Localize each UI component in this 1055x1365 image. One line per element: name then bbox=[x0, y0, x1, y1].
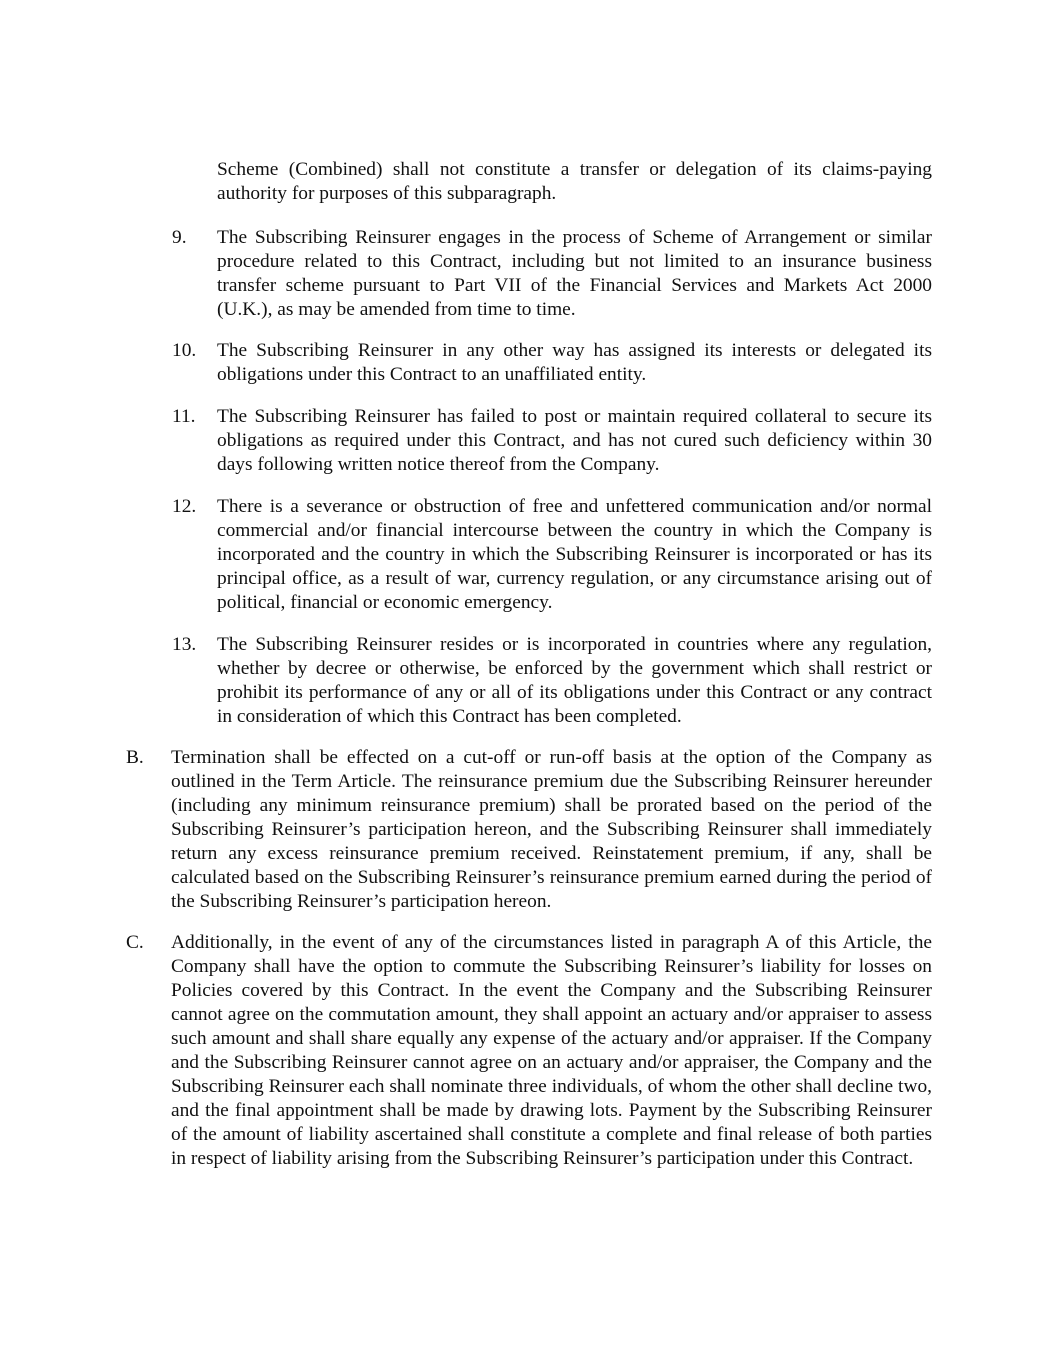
paragraph-marker: B. bbox=[126, 747, 144, 768]
item-text: The Subscribing Reinsurer resides or is incorporated in countries where any regulation, whether by decree or otherwise, be enforced by the government which shall restrict or prohibit its performance of any or all of its obligations under this Contract or any contract in consideration of which this Contract has been completed. bbox=[217, 634, 932, 727]
item-marker: 13. bbox=[172, 634, 197, 655]
continuation-paragraph: Scheme (Combined) shall not constitute a transfer or delegation of its claims-paying authority for purposes of this subparagraph. bbox=[217, 159, 932, 204]
item-text: There is a severance or obstruction of free and unfettered communication and/or normal commercial and/or financial intercourse between the country in which the Company is incorporated and the country in which the Subscribing Reinsurer is incorporated or has its principal office, as a result of war, currency regulation, or any circumstance arising out of political, financial or economic emergency. bbox=[217, 496, 932, 613]
item-marker: 12. bbox=[172, 496, 197, 517]
item-marker: 11. bbox=[172, 406, 196, 427]
paragraph-text: Additionally, in the event of any of the circumstances listed in paragraph A of this Article, the Company shall have the option to commute the Subscribing Reinsurer’s liability for losses on Policies covered by this Contract. In the event the Company and the Subscribing Reinsurer cannot agree on the commutation amount, they shall appoint an actuary and/or appraiser to assess such amount and shall share equally any expense of the actuary and/or appraiser. If the Company and the Subscribing Reinsurer cannot agree on an actuary and/or appraiser, the Company and the Subscribing Reinsurer each shall nominate three individuals, of whom the other shall decline two, and the final appointment shall be made by drawing lots. Payment by the Subscribing Reinsurer of the amount of liability ascertained shall constitute a complete and final release of both parties in respect of liability arising from the Subscribing Reinsurer’s participation under this Contract. bbox=[171, 932, 932, 1169]
item-text: The Subscribing Reinsurer has failed to post or maintain required collateral to secure its obligations as required under this Contract, and has not cured such deficiency within 30 days following written notice thereof from the Company. bbox=[217, 406, 932, 475]
item-text: The Subscribing Reinsurer engages in the process of Scheme of Arrangement or similar procedure related to this Contract, including but not limited to an insurance business transfer scheme pursuant to Part VII of the Financial Services and Markets Act 2000 (U.K.), as may be amended from time to time. bbox=[217, 227, 932, 320]
item-text: The Subscribing Reinsurer in any other way has assigned its interests or delegated its obligations under this Contract to an unaffiliated entity. bbox=[217, 340, 932, 385]
item-marker: 9. bbox=[172, 227, 187, 248]
item-marker: 10. bbox=[172, 340, 197, 361]
paragraph-text: Termination shall be effected on a cut-off or run-off basis at the option of the Company as outlined in the Term Article. The reinsurance premium due the Subscribing Reinsurer hereunder (including any minimum reinsurance premium) shall be prorated based on the period of the Subscribing Reinsurer’s participation hereon, and the Subscribing Reinsurer shall immediately return any excess reinsurance premium received. Reinstatement premium, if any, shall be calculated based on the Subscribing Reinsurer’s reinsurance premium earned during the period of the Subscribing Reinsurer’s participation hereon. bbox=[171, 747, 932, 912]
paragraph-marker: C. bbox=[126, 932, 144, 953]
